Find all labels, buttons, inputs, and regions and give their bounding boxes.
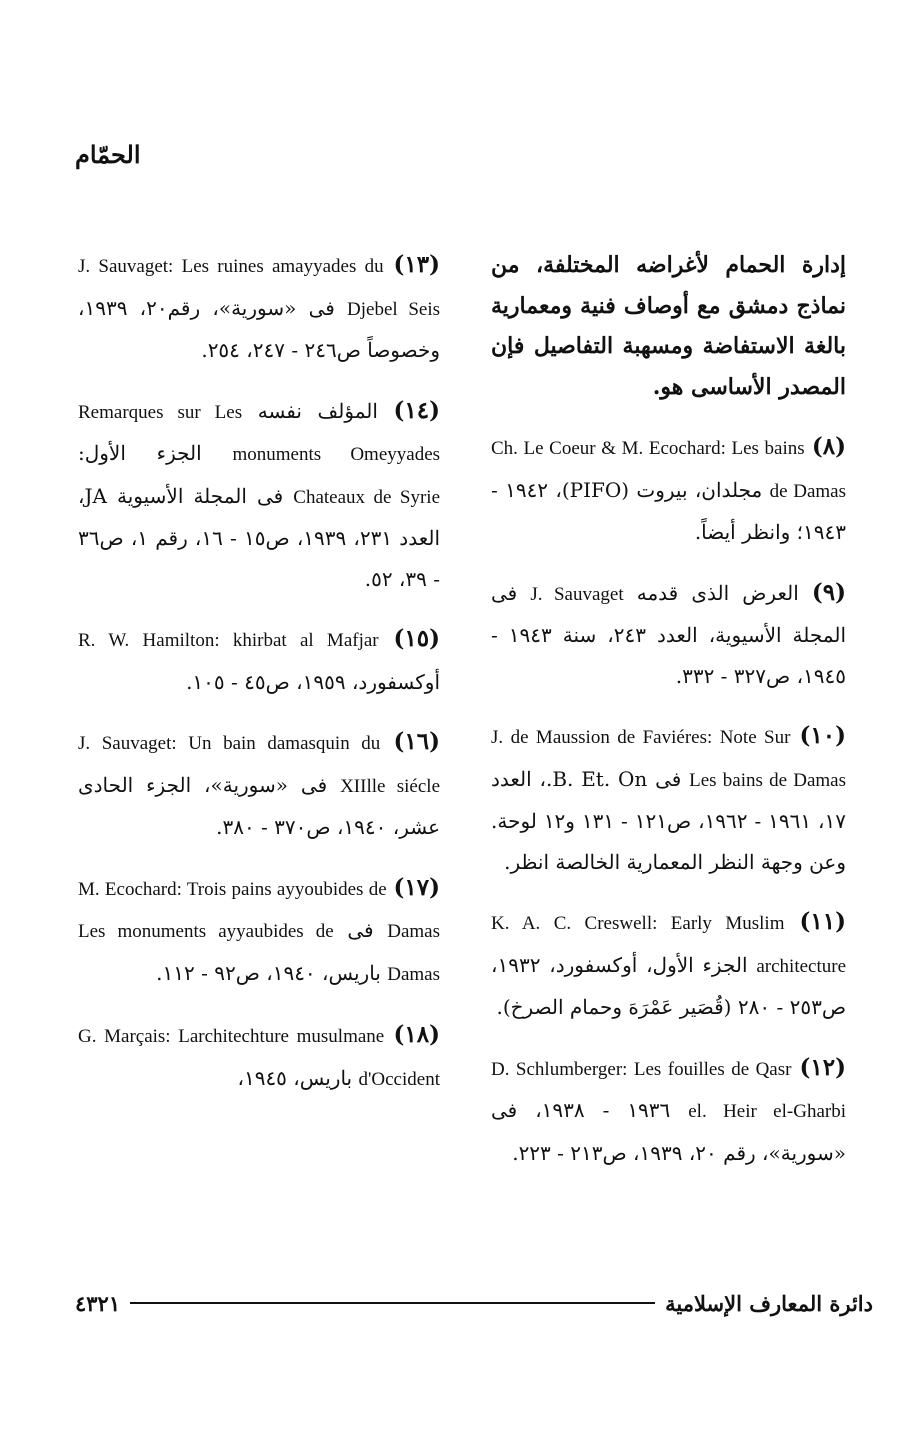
intro-paragraph: إدارة الحمام لأغراضه المختلفة، من نماذج دمشق مع أوصاف فنية ومعمارية بالغة الاستفاضة ومسهبة التفاصيل فإن المصدر الأساسى هو. bbox=[491, 252, 846, 400]
footnote-9: (٩) العرض الذى قدمه J. Sauvaget فى المجلة الأسيوية، العدد ٢٤٣، سنة ١٩٤٣ - ١٩٤٥، ص٣٢٧ - ٣٣٢. bbox=[491, 578, 847, 688]
page-number: ٤٣٢١ bbox=[75, 1290, 121, 1316]
footnote-16: (١٦) J. Sauvaget: Un bain damasquin du XIIlle siécle فى «سورية»، الجزء الحادى عشر، ١٩٤٠، ص٣٧٠ - ٣٨٠. bbox=[78, 728, 441, 839]
footnote-12: (١٢) D. Schlumberger: Les fouilles de Qasr el. Heir el-Gharbi ١٩٣٦ - ١٩٣٨، فى «سورية»، رقم ٢٠، ١٩٣٩، ص٢١٣ - ٢٢٣. bbox=[491, 1053, 847, 1165]
footnote-15: (١٥) R. W. Hamilton: khirbat al Mafjar أوكسفورد، ١٩٥٩، ص٤٥ - ١٠٥. bbox=[78, 625, 440, 694]
right-column bbox=[491, 245, 846, 1193]
footnote-18: (١٨) G. Marçais: Larchitechture musulmane d'Occident باريس، ١٩٤٥، bbox=[78, 1021, 441, 1090]
footnote-14: (١٤) المؤلف نفسه Remarques sur Les monuments Omeyyades الجزء الأول: Chateaux de Syrie فى المجلة الأسيوية JA، العدد ٢٣١، ١٩٣٩، ص١٥ - ١٦، رقم ١، ص٣٦ - ٣٩، ٥٢. bbox=[78, 396, 441, 591]
left-column bbox=[78, 245, 440, 1120]
footer-rule bbox=[130, 1302, 655, 1304]
running-head: الحمّام bbox=[75, 140, 141, 169]
footnote-10: (١٠) J. de Maussion de Faviéres: Note Sur Les bains de Damas فى B. Et. On.، العدد ١٧، ١٩٦١ - ١٩٦٢، ص١٢١ - ١٣١ و١٢ لوحة. وعن وجهة النظر المعمارية الخالصة انظر. bbox=[491, 722, 846, 874]
journal-title: دائرة المعارف الإسلامية bbox=[665, 1290, 873, 1316]
footnote-11: (١١) K. A. C. Creswell: Early Muslim architecture الجزء الأول، أوكسفورد، ١٩٣٢، ص٢٥٣ - ٢٨٠ (قُصَير عَمْرَهَ وحمام الصرخ). bbox=[491, 908, 847, 1019]
footnote-17: (١٧) M. Ecochard: Trois pains ayyoubides de Damas فى Les monuments ayyaubides de Damas باريس، ١٩٤٠، ص٩٢ - ١١٢. bbox=[78, 873, 441, 985]
footnote-13: (١٣) J. Sauvaget: Les ruines amayyades du Djebel Seis فى «سورية»، رقم٢٠، ١٩٣٩، وخصوصاً ص٢٤٦ - ٢٤٧، ٢٥٤. bbox=[78, 251, 441, 362]
footnote-8: (٨) Ch. Le Coeur & M. Ecochard: Les bains de Damas مجلدان، بيروت (PIFO)، ١٩٤٢ - ١٩٤٣؛ وانظر أيضاً. bbox=[491, 433, 846, 544]
page-footer bbox=[75, 1288, 873, 1318]
